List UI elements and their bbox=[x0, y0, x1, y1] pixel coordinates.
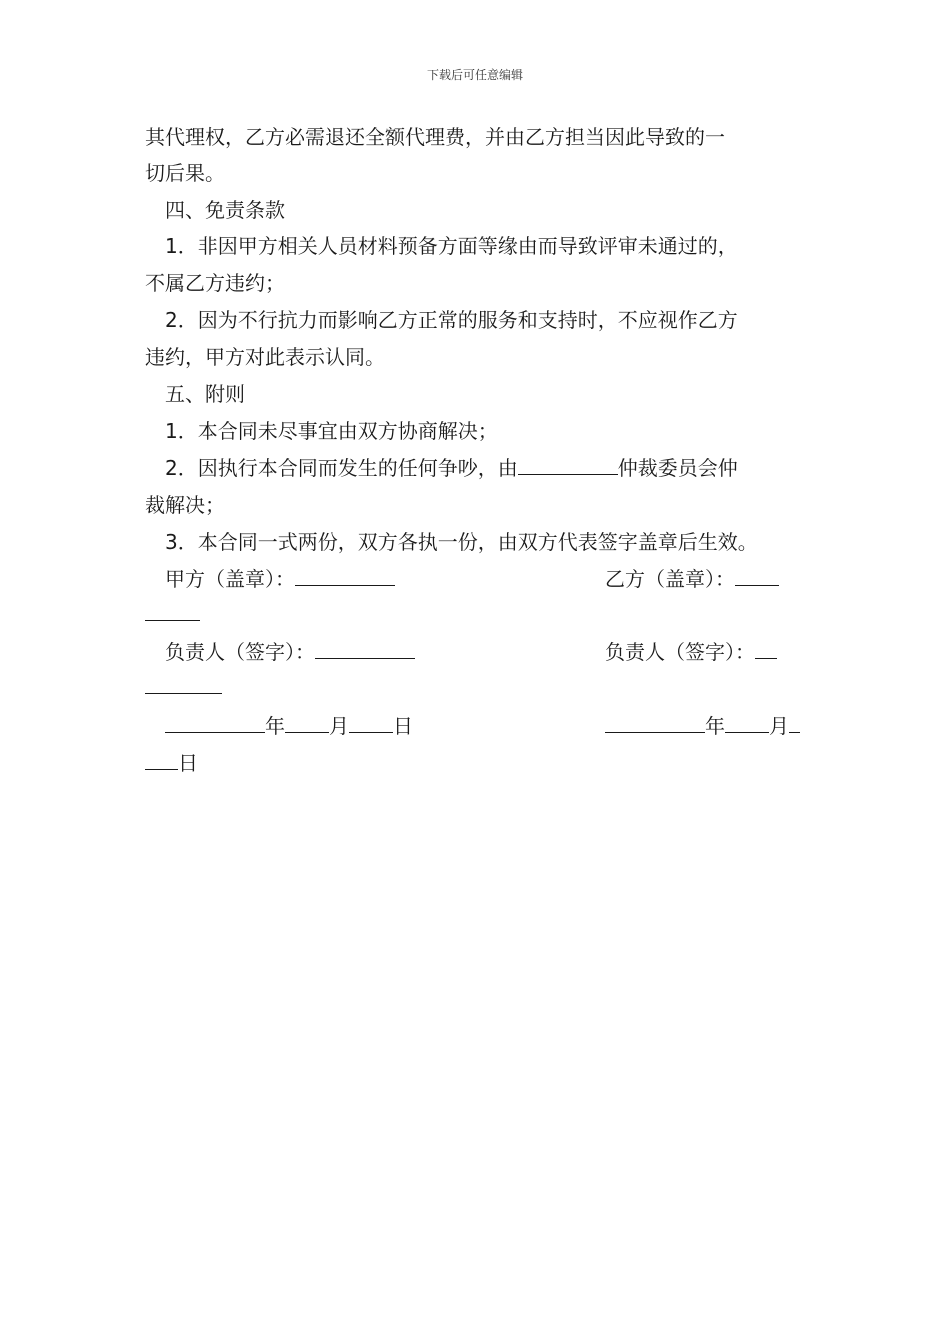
month-label: 月 bbox=[329, 714, 349, 738]
year-label: 年 bbox=[265, 714, 285, 738]
party-b-stamp-blank-wrap[interactable] bbox=[145, 601, 200, 621]
section-title: 四、免责条款 bbox=[165, 198, 285, 222]
clause-text: 仲裁委员会仲 bbox=[617, 456, 738, 480]
date-a-day-blank[interactable] bbox=[349, 713, 393, 733]
clause-line: 不属乙方违约； bbox=[145, 271, 285, 295]
date-a-year-blank[interactable] bbox=[165, 713, 265, 733]
clause-line: 违约，甲方对此表示认同。 bbox=[145, 345, 385, 369]
arbitration-blank[interactable] bbox=[518, 455, 618, 475]
party-a-stamp-blank[interactable] bbox=[295, 566, 395, 586]
section-title: 五、附则 bbox=[165, 382, 245, 406]
month-label: 月 bbox=[769, 714, 789, 738]
person-a-signature-blank[interactable] bbox=[315, 639, 415, 659]
date-b-continued bbox=[145, 750, 198, 776]
date-a-month-blank[interactable] bbox=[285, 713, 329, 733]
party-b-stamp bbox=[605, 566, 779, 592]
date-b bbox=[605, 713, 800, 739]
paragraph-line: 切后果。 bbox=[145, 161, 225, 185]
person-a-label: 负责人（签字）： bbox=[165, 640, 315, 664]
party-b-stamp-blank[interactable] bbox=[735, 566, 779, 586]
date-b-month-blank[interactable] bbox=[725, 713, 769, 733]
clause-line: 1．本合同未尽事宜由双方协商解决； bbox=[165, 419, 498, 443]
clause-line: 1．非因甲方相关人员材料预备方面等缘由而导致评审未通过的， bbox=[165, 234, 738, 258]
party-a-label: 甲方（盖章）： bbox=[165, 567, 295, 591]
person-a-signature bbox=[165, 639, 415, 665]
clause-text: 2．因执行本合同而发生的任何争吵，由 bbox=[165, 456, 518, 480]
paragraph-line: 其代理权，乙方必需退还全额代理费，并由乙方担当因此导致的一 bbox=[145, 125, 725, 149]
person-b-label: 负责人（签字）： bbox=[605, 640, 755, 664]
person-b-signature-blank-wrap[interactable] bbox=[145, 674, 222, 694]
date-b-year-blank[interactable] bbox=[605, 713, 705, 733]
clause-line: 3．本合同一式两份，双方各执一份，由双方代表签字盖章后生效。 bbox=[165, 530, 758, 554]
person-b-signature bbox=[605, 639, 777, 665]
clause-line: 2．因为不行抗力而影响乙方正常的服务和支持时，不应视作乙方 bbox=[165, 308, 738, 332]
page-header: 下载后可任意编辑 bbox=[426, 68, 523, 82]
clause-line: 裁解决； bbox=[145, 493, 225, 517]
date-b-day-blank-wrap[interactable] bbox=[145, 750, 178, 770]
clause-line bbox=[165, 455, 738, 481]
party-b-label: 乙方（盖章）： bbox=[605, 567, 735, 591]
day-label: 日 bbox=[393, 714, 413, 738]
party-b-stamp-blank-continued bbox=[145, 601, 200, 627]
year-label: 年 bbox=[705, 714, 725, 738]
person-b-signature-blank[interactable] bbox=[755, 639, 777, 659]
date-b-day-blank[interactable] bbox=[789, 713, 800, 733]
day-label: 日 bbox=[178, 751, 198, 775]
date-a bbox=[165, 713, 413, 739]
party-a-stamp bbox=[165, 566, 395, 592]
person-b-signature-blank-continued bbox=[145, 674, 222, 700]
